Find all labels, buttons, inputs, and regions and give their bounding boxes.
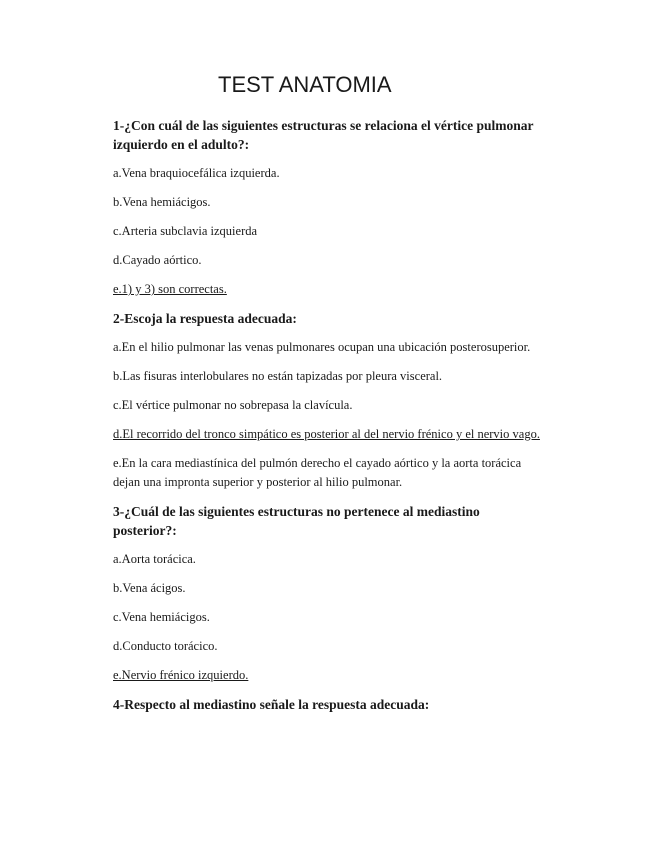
question-block-1: [113, 116, 543, 299]
question-1-option-d: d.Cayado aórtico.: [113, 253, 202, 267]
question-2-text: 2-Escoja la respuesta adecuada:: [113, 311, 297, 326]
question-2-option-b: b.Las fisuras interlobulares no están tapizadas por pleura visceral.: [113, 369, 443, 383]
question-3-option-e: e.Nervio frénico izquierdo.: [113, 668, 249, 682]
question-block-4: [113, 695, 543, 714]
question-1-option-e: e.1) y 3) son correctas.: [113, 282, 227, 296]
question-2-option-e: e.En la cara mediastínica del pulmón derecho el cayado aórtico y la aorta torácica dejan una impronta superior y posterior al hilio pulmonar.: [113, 456, 522, 489]
document-title: TEST ANATOMIA: [218, 72, 392, 97]
question-1-text: 1-¿Con cuál de las siguientes estructuras se relaciona el vértice pulmonar izquierdo en el adulto?:: [113, 118, 534, 152]
question-block-2: [113, 309, 543, 492]
question-1-option-a: a.Vena braquiocefálica izquierda.: [113, 166, 280, 180]
question-2-option-a: a.En el hilio pulmonar las venas pulmonares ocupan una ubicación posterosuperior.: [113, 340, 531, 354]
question-1-option-b: b.Vena hemiácigos.: [113, 195, 211, 209]
question-1-option-c: c.Arteria subclavia izquierda: [113, 224, 258, 238]
question-3-option-d: d.Conducto torácico.: [113, 639, 218, 653]
question-3-option-b: b.Vena ácigos.: [113, 581, 186, 595]
question-block-3: [113, 502, 543, 685]
question-3-option-a: a.Aorta torácica.: [113, 552, 196, 566]
question-4-text: 4-Respecto al mediastino señale la respuesta adecuada:: [113, 697, 430, 712]
question-list: [113, 116, 543, 724]
question-3-text: 3-¿Cuál de las siguientes estructuras no pertenece al mediastino posterior?:: [113, 504, 480, 538]
question-3-option-c: c.Vena hemiácigos.: [113, 610, 210, 624]
question-2-option-c: c.El vértice pulmonar no sobrepasa la clavícula.: [113, 398, 353, 412]
question-2-option-d: d.El recorrido del tronco simpático es posterior al del nervio frénico y el nervio vago.: [113, 427, 540, 441]
